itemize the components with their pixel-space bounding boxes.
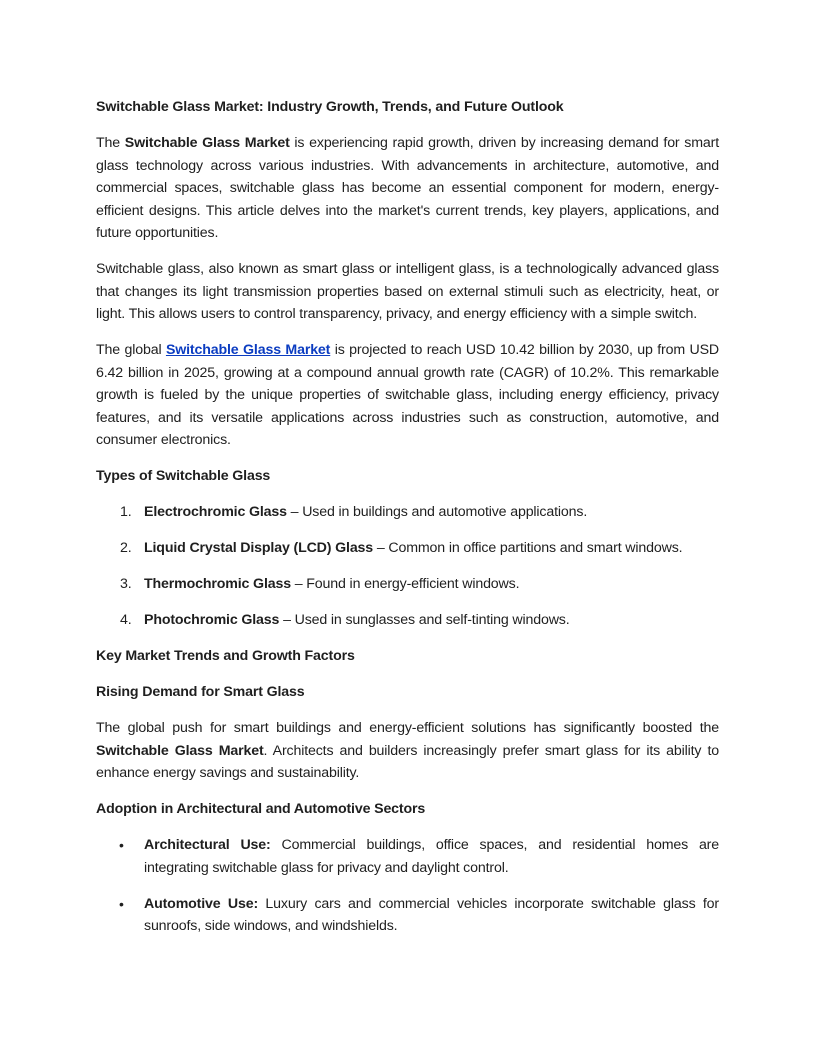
- document-title: Switchable Glass Market: Industry Growth, Trends, and Future Outlook: [96, 99, 564, 115]
- market-paragraph: The global Switchable Glass Market is projected to reach USD 10.42 billion by 2030, up from USD 6.42 billion in 2025, growing at a compound annual growth rate (CAGR) of 10.2%. This remarkable growth is fueled by the unique properties of switchable glass, including energy efficiency, privacy features, and its versatile applications across industries such as construction, automotive, and consumer electronics.: [96, 342, 720, 448]
- list-item: 1. Electrochromic Glass – Used in buildings and automotive applications.: [120, 504, 588, 520]
- types-heading: Types of Switchable Glass: [96, 468, 271, 484]
- list-item: 3. Thermochromic Glass – Found in energy-efficient windows.: [120, 576, 520, 592]
- types-list: [96, 501, 719, 632]
- demand-heading: Rising Demand for Smart Glass: [96, 684, 305, 700]
- intro-bold-term: Switchable Glass Market: [124, 135, 290, 151]
- demand-paragraph: The global push for smart buildings and energy-efficient solutions has significantly boosted the Switchable Glass Market. Architects and builders increasingly prefer smart glass for its ability to enhance energy savings and sustainability.: [96, 720, 719, 781]
- definition-paragraph: Switchable glass, also known as smart glass or intelligent glass, is a technologically advanced glass that changes its light transmission properties based on external stimuli such as electricity, heat, or light. This allows users to control transparency, privacy, and energy efficiency with a simple switch.: [96, 261, 719, 322]
- list-item: • Architectural Use: Commercial buildings, office spaces, and residential homes are integrating switchable glass for privacy and daylight control.: [96, 834, 719, 879]
- intro-paragraph: The Switchable Glass Market is experiencing rapid growth, driven by increasing demand for smart glass technology across various industries. With advancements in architecture, automotive, and commercial spaces, switchable glass has become an essential component for modern, energy-efficient designs. This article delves into the market's current trends, key players, applications, and future opportunities.: [96, 135, 719, 241]
- document-page: [96, 96, 719, 951]
- list-item: 2. Liquid Crystal Display (LCD) Glass – Common in office partitions and smart windows.: [120, 540, 683, 556]
- trends-heading: Key Market Trends and Growth Factors: [96, 648, 355, 664]
- switchable-glass-market-link[interactable]: Switchable Glass Market: [165, 342, 331, 358]
- uses-list: [96, 834, 719, 938]
- list-item: 4. Photochromic Glass – Used in sunglasses and self-tinting windows.: [120, 612, 570, 628]
- bullet-icon: •: [119, 895, 124, 912]
- list-item: • Automotive Use: Luxury cars and commercial vehicles incorporate switchable glass for sunroofs, side windows, and windshields.: [96, 893, 719, 938]
- bullet-icon: •: [119, 837, 124, 853]
- adoption-heading: Adoption in Architectural and Automotive Sectors: [96, 801, 426, 817]
